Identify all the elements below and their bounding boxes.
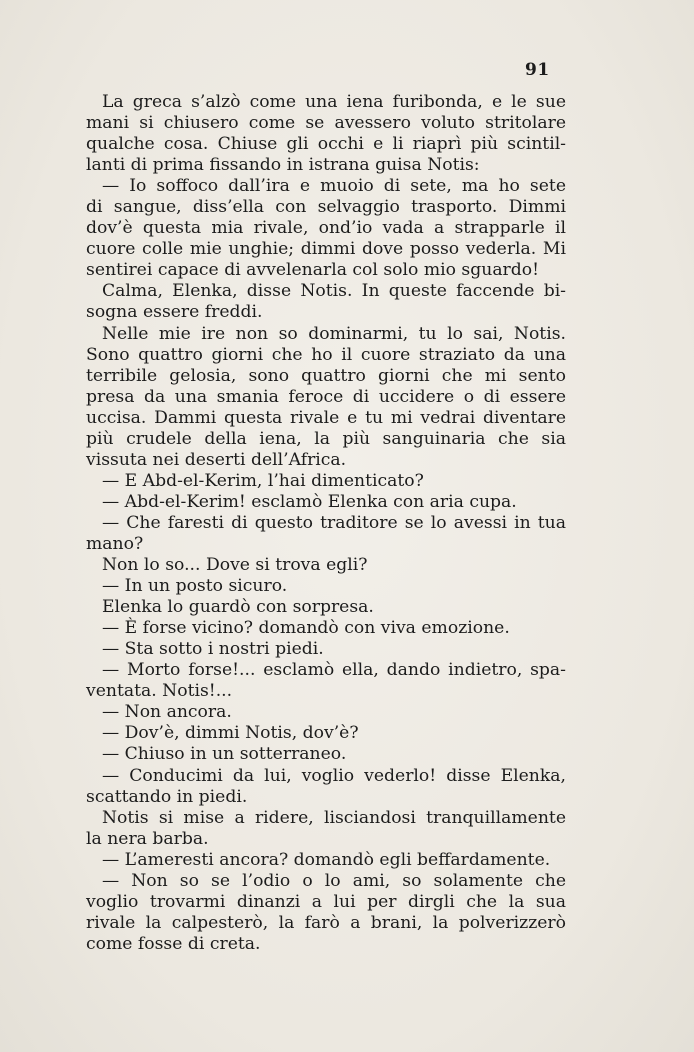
text-line: Calma, Elenka, disse Notis. In queste faccende bi-: [102, 281, 566, 302]
text-line: — Non so se l’odio o lo ami, so solamente che: [102, 870, 566, 891]
text-line: di sangue, diss’ella con selvaggio trasporto. Dimmi: [86, 197, 566, 218]
text-line: uccisa. Dammi questa rivale e tu mi vedrai diventare: [86, 407, 566, 428]
text-line: — Dov’è, dimmi Notis, dov’è?: [102, 723, 359, 744]
text-line: — E Abd-el-Kerim, l’hai dimenticato?: [102, 470, 424, 491]
text-line: — In un posto sicuro.: [102, 576, 288, 597]
text-line: — L’ameresti ancora? domandò egli beffardamente.: [102, 849, 551, 870]
text-line: Non lo so... Dove si trova egli?: [102, 555, 368, 576]
text-line: ventata. Notis!...: [86, 681, 233, 702]
text-line: Nelle mie ire non so dominarmi, tu lo sai, Notis.: [102, 323, 566, 344]
text-line: mano?: [86, 533, 144, 554]
text-line: — Che faresti di questo traditore se lo avessi in tua: [102, 512, 566, 533]
text-line: rivale la calpesterò, la farò a brani, la polverizzerò: [86, 912, 566, 933]
text-line: mani si chiusero come se avessero voluto stritolare: [86, 113, 566, 134]
text-line: come fosse di creta.: [86, 933, 261, 954]
text-line: — Chiuso in un sotterraneo.: [102, 744, 347, 765]
text-line: presa da una smania feroce di uccidere o di essere: [86, 386, 566, 407]
text-line: Elenka lo guardò con sorpresa.: [102, 597, 374, 618]
text-line: lanti di prima fissando in istrana guisa Notis:: [86, 155, 480, 176]
text-line: dov’è questa mia rivale, ond’io vada a strapparle il: [86, 218, 566, 239]
text-line: — Conducimi da lui, voglio vederlo! disse Elenka,: [102, 765, 566, 786]
text-line: cuore colle mie unghie; dimmi dove posso vederla. Mi: [86, 239, 566, 260]
text-line: — Morto forse!... esclamò ella, dando indietro, spa-: [102, 660, 566, 681]
text-line: — Abd-el-Kerim! esclamò Elenka con aria cupa.: [102, 491, 517, 512]
text-line: vissuta nei deserti dell’Africa.: [86, 449, 347, 470]
text-line: — Io soffoco dall’ira e muoio di sete, ma ho sete: [102, 176, 566, 197]
text-line: terribile gelosia, sono quattro giorni che mi sento: [86, 365, 566, 386]
text-line: voglio trovarmi dinanzi a lui per dirgli che la sua: [86, 891, 566, 912]
text-line: Sono quattro giorni che ho il cuore straziato da una: [86, 344, 566, 365]
page-number: 91: [525, 60, 550, 80]
text-line: — Non ancora.: [102, 702, 232, 723]
text-line: sogna essere freddi.: [86, 302, 263, 323]
text-line: scattando in piedi.: [86, 786, 248, 807]
body-text: [86, 92, 566, 955]
text-line: — È forse vicino? domandò con viva emozione.: [102, 618, 510, 639]
text-line: Notis si mise a ridere, lisciandosi tranquillamente: [102, 807, 566, 828]
text-line: la nera barba.: [86, 828, 209, 849]
text-line: La greca s’alzò come una iena furibonda, e le sue: [102, 92, 566, 112]
text-line: sentirei capace di avvelenarla col solo mio sguardo!: [86, 260, 540, 281]
text-line: — Sta sotto i nostri piedi.: [102, 639, 324, 660]
text-line: qualche cosa. Chiuse gli occhi e li riaprì più scintil-: [86, 134, 566, 155]
text-line: più crudele della iena, la più sanguinaria che sia: [86, 428, 566, 449]
